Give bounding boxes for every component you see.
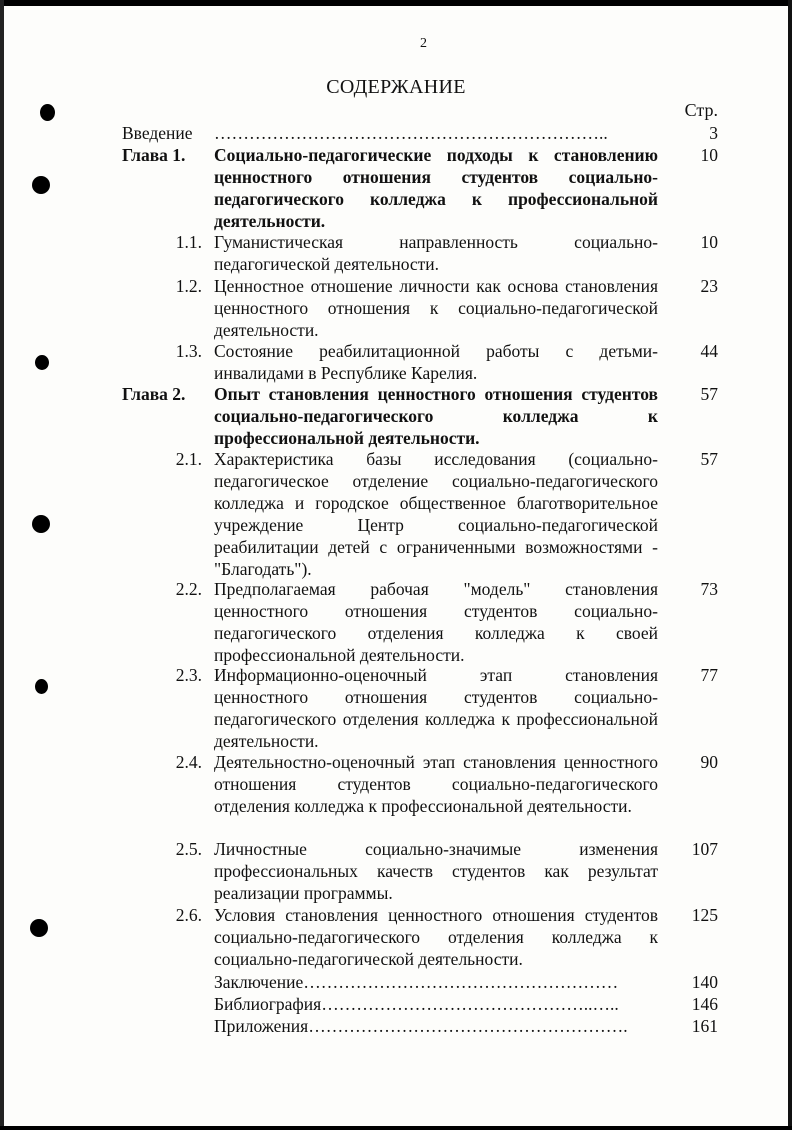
toc-entry-page: 77 bbox=[700, 665, 718, 685]
toc-tail-page: 161 bbox=[691, 1016, 718, 1036]
toc-entry-page: 125 bbox=[691, 905, 718, 925]
toc-tail-leader: ………………………………………..….. bbox=[321, 994, 619, 1014]
toc-entry-number: Глава 1. bbox=[122, 145, 186, 165]
toc-tail-leader: ………………………………………………. bbox=[308, 1016, 628, 1036]
toc-entry-title: Предполагаемая рабочая "модель" становления ценностного отношения студентов социально-педагогического отделения колледжа к своей профессиональной деятельности. bbox=[214, 579, 658, 665]
punch-hole-5 bbox=[35, 679, 48, 694]
toc-entry-number: 1.2. bbox=[175, 276, 202, 296]
toc-entry-number: 1.3. bbox=[175, 341, 202, 361]
page-number: 2 bbox=[420, 36, 427, 51]
toc-entry-title: Характеристика базы исследования (социально-педагогическое отделение социально-педагогического колледжа и городское общественное благотворительное учреждение Центр социально-педагогической реабилитации детей с ограниченными возможностями - "Благодать"). bbox=[214, 449, 658, 579]
toc-entry-page: 57 bbox=[700, 449, 718, 469]
toc-tail-label: Приложения bbox=[214, 1016, 309, 1036]
toc-entry-title: Социально-педагогические подходы к становлению ценностного отношения студентов социально-педагогического колледжа к профессиональной деятельности. bbox=[214, 145, 658, 231]
punch-hole-2 bbox=[32, 176, 50, 194]
toc-entry-title: Ценностное отношение личности как основа становления ценностного отношения к социально-педагогической деятельности. bbox=[214, 276, 658, 340]
toc-tail-page: 140 bbox=[691, 972, 718, 992]
toc-entry-title: Опыт становления ценностного отношения студентов социально-педагогического колледжа к профессиональной деятельности. bbox=[214, 384, 658, 448]
toc-entry-intro bbox=[118, 122, 718, 144]
toc-entry-title: Условия становления ценностного отношения студентов социально-педагогического отделения колледжа к социально-педагогической деятельности. bbox=[214, 905, 658, 969]
toc-entry-number: 2.3. bbox=[175, 665, 202, 685]
scan-edge-right bbox=[788, 0, 792, 1130]
toc-tail-line bbox=[214, 1015, 658, 1037]
toc-entry-number: 2.4. bbox=[175, 752, 202, 772]
toc-entry-page: 10 bbox=[700, 232, 718, 252]
toc-entry-number: Глава 2. bbox=[122, 384, 186, 404]
toc-intro-leader: ………………………………………………………….. bbox=[214, 123, 608, 143]
toc-tail-leader: ……………………………………………… bbox=[303, 972, 619, 992]
punch-hole-6 bbox=[30, 919, 48, 937]
punch-hole-1 bbox=[40, 104, 55, 121]
toc-entry-number: 2.5. bbox=[175, 839, 202, 859]
toc-entry-title: Гуманистическая направленность социально-педагогической деятельности. bbox=[214, 232, 658, 274]
scan-edge-left bbox=[0, 0, 4, 1130]
toc-entry-page: 23 bbox=[700, 276, 718, 296]
toc-tail-label: Библиография bbox=[214, 994, 322, 1014]
toc-entry-page: 10 bbox=[700, 145, 718, 165]
toc-intro-label: Введение bbox=[122, 123, 193, 143]
punch-hole-4 bbox=[32, 515, 50, 533]
punch-hole-3 bbox=[35, 355, 49, 370]
toc-tail-label: Заключение bbox=[214, 972, 304, 992]
toc-entry-number: 2.2. bbox=[175, 579, 202, 599]
toc-entry-title: Состояние реабилитационной работы с детьми-инвалидами в Республике Карелия. bbox=[214, 341, 658, 383]
scan-edge-bottom bbox=[0, 1126, 792, 1130]
toc-entry-title: Личностные социально-значимые изменения профессиональных качеств студентов как результат реализации программы. bbox=[214, 839, 658, 903]
toc-entry-title: Деятельностно-оценочный этап становления ценностного отношения студентов социально-педагогического отделения колледжа к профессиональной деятельности. bbox=[214, 752, 658, 816]
toc-tail-line bbox=[214, 993, 658, 1015]
toc-entry-title: Информационно-оценочный этап становления ценностного отношения студентов социально-педагогического отделения колледжа к профессиональной деятельности. bbox=[214, 665, 658, 751]
toc-tail-page: 146 bbox=[691, 994, 718, 1014]
scan-edge-top bbox=[0, 0, 792, 6]
toc-tail-line bbox=[214, 971, 658, 993]
toc-entry-number: 2.1. bbox=[175, 449, 202, 469]
toc-entry-page: 57 bbox=[700, 384, 718, 404]
toc-entry-number: 2.6. bbox=[175, 905, 202, 925]
toc-entry-page: 44 bbox=[700, 341, 718, 361]
toc-entry-page: 73 bbox=[700, 579, 718, 599]
page-title: СОДЕРЖАНИЕ bbox=[326, 76, 466, 98]
toc-entry-page: 90 bbox=[700, 752, 718, 772]
page-column-header: Стр. bbox=[684, 100, 718, 120]
toc-entry-page: 107 bbox=[691, 839, 718, 859]
toc-entry-number: 1.1. bbox=[175, 232, 202, 252]
toc-intro-page: 3 bbox=[709, 123, 718, 143]
